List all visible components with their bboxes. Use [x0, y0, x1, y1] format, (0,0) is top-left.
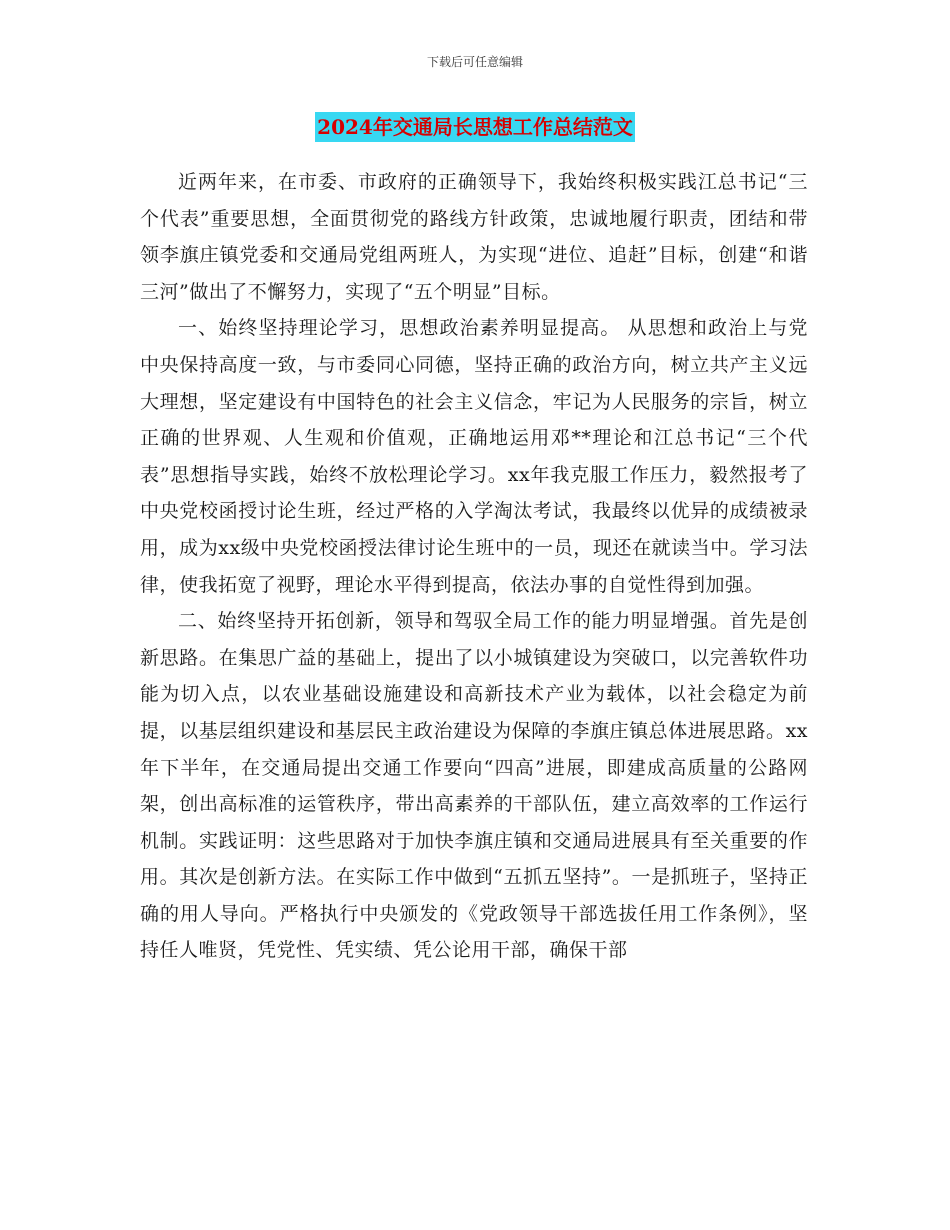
paragraph-section-1: 一、始终坚持理论学习，思想政治素养明显提高。 从思想和政治上与党中央保持高度一致，与市委同心同德，坚持正确的政治方向，树立共产主义远大理想，坚定建设有中国特色的社会主义信念，牢记为人民服务的宗旨，树立正确的世界观、人生观和价值观，正确地运用邓**理论和江总书记“三个代表”思想指导实践，始终不放松理论学习。xx年我克服工作压力，毅然报考了中央党校函授讨论生班，经过严格的入学淘汰考试，我最终以优异的成绩被录用，成为xx级中央党校函授法律讨论生班中的一员，现还在就读当中。学习法律，使我拓宽了视野，理论水平得到提高，依法办事的自觉性得到加强。	[140, 317, 808, 596]
title-container	[0, 112, 950, 142]
document-title: 2024年交通局长思想工作总结范文	[315, 112, 635, 142]
paragraph-section-2: 二、始终坚持开拓创新，领导和驾驭全局工作的能力明显增强。首先是创新思路。在集思广益的基础上，提出了以小城镇建设为突破口，以完善软件功能为切入点，以农业基础设施建设和高新技术产业为载体，以社会稳定为前提，以基层组织建设和基层民主政治建设为保障的李旗庄镇总体进展思路。xx年下半年，在交通局提出交通工作要向“四高”进展，即建成高质量的公路网架，创出高标准的运管秩序，带出高素养的干部队伍，建立高效率的工作运行机制。实践证明：这些思路对于加快李旗庄镇和交通局进展具有至关重要的作用。其次是创新方法。在实际工作中做到“五抓五坚持”。一是抓班子，坚持正确的用人导向。严格执行中央颁发的《党政领导干部选拔任用工作条例》，坚持任人唯贤，凭党性、凭实绩、凭公论用干部，确保干部	[140, 610, 808, 962]
paragraph-intro: 近两年来，在市委、市政府的正确领导下，我始终积极实践江总书记“三个代表”重要思想，全面贯彻党的路线方针政策，忠诚地履行职责，团结和带领李旗庄镇党委和交通局党组两班人，为实现“进位、追赶”目标，创建“和谐三河”做出了不懈努力，实现了“五个明显”目标。	[140, 171, 808, 303]
document-body	[140, 164, 808, 969]
header-note: 下载后可任意编辑	[426, 55, 523, 69]
